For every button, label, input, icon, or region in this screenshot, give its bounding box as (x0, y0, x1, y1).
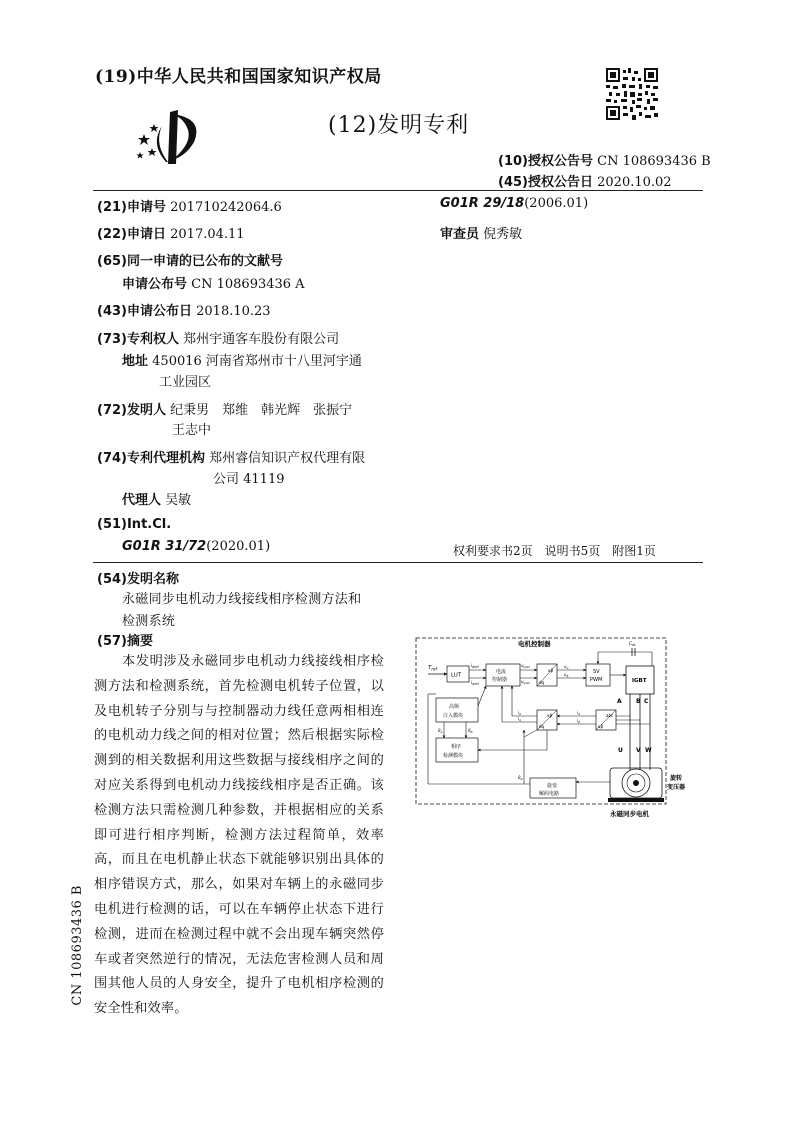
grant-date-row (498, 171, 672, 190)
phase-b-label: B (636, 698, 641, 705)
resolver-decoder-label2: 解码电路 (539, 791, 560, 797)
park-out: dq (539, 724, 545, 729)
current-controller-label1: 电流 (496, 669, 507, 675)
pub-no-label: 申请公布号 (122, 277, 188, 292)
motor-label: 永磁同步电机 (610, 810, 649, 818)
phase-u-label: U (618, 747, 623, 754)
inventors-line1: 纪秉男 郑维 韩光辉 张振宁 (170, 403, 353, 418)
clarke-out: αβ (598, 724, 604, 729)
examiner-label: 审查员 (440, 227, 480, 242)
theta-b-label: $\theta_B$ (468, 728, 473, 734)
address-line1: 450016 河南省郑州市十八里河宇通 (152, 354, 362, 369)
phase-v-label: V (636, 747, 641, 754)
invention-title-line1: 永磁同步电机动力线接线相序检测方法和 (122, 592, 362, 607)
id-label: $i_d$ (518, 710, 522, 716)
inventors-label: (72)发明人 (97, 403, 166, 418)
agency-label: (74)专利代理机构 (97, 451, 205, 466)
iq-label: $i_q$ (518, 716, 522, 722)
prior-pub-label: (65)同一申请的已公布的文献号 (97, 254, 283, 269)
svpwm-label2: PWM (590, 677, 603, 683)
ub-label: $u_\beta$ (564, 672, 569, 678)
abstract-body (94, 650, 384, 1022)
agency-line2: 公司 41119 (213, 472, 285, 487)
field-app-no (97, 196, 282, 215)
cnipa-logo (132, 104, 208, 168)
phase-seq-label2: 检测模块 (443, 753, 464, 759)
grant-number: CN 108693436 B (597, 154, 711, 169)
figure-title: 电机控制器 (518, 640, 551, 648)
intcl-label: (51)Int.Cl. (97, 517, 172, 532)
filing-date: 2017.04.11 (170, 227, 245, 242)
ia-label: $i_\alpha$ (577, 710, 581, 716)
pmsm-motor-icon (608, 758, 664, 802)
tref-label: $T_{ref}$ (428, 665, 437, 672)
field-inventors (97, 399, 352, 418)
grant-date-label: (45)授权公告日 (498, 175, 593, 190)
field-pub-date (97, 300, 271, 319)
abstract-text: 本发明涉及永磁同步电机动力线接线相序检测方法和检测系统，首先检测电机转子位置，以及电机转子分别与与控制器动力线任意两相相连的电机动力线之间的相对位置；然后根据实际检测到的相关数据利用这些数据与接线相序之间的对应关系得到电机动力线接线相序是否正确。该检测方法只需检测几种参数，并根据相应的关系即可进行相序判断，检测方法过程简单，效率高，而且在电机静止状态下就能够识别出具体的相序错误方式，那么，如果对车辆上的永磁同步电机进行检测的话，可以在车辆停止状态下进行检测，进而在检测过程中就不会出现车辆突然停车或者突然逆行的情况，无法危害检测人员和周围其他人员的人身安全，提升了电机相序检测的安全性和效率。 (94, 654, 384, 1017)
igbt-label: IGBT (632, 678, 647, 684)
resolver-transformer-label2: 变压器 (667, 784, 686, 791)
side-publication-number: CN 108693436 B (70, 885, 85, 1006)
app-no: 201710242064.6 (170, 200, 282, 215)
field-intcl (122, 539, 270, 554)
ipc-code: G01R 29/18 (440, 196, 525, 211)
field-pub-no (122, 273, 305, 292)
field-address (122, 350, 362, 369)
field-filing-date (97, 223, 245, 242)
patentee-label: (73)专利权人 (97, 332, 179, 347)
header-rule (93, 190, 703, 191)
hf-injection-label1: 高频 (449, 704, 460, 710)
field-agent (122, 489, 191, 508)
phase-c-label: C (644, 698, 649, 705)
examiner: 倪秀敏 (483, 227, 523, 242)
address-label: 地址 (122, 354, 149, 369)
ib-label: $i_\beta$ (577, 718, 581, 724)
iqref-label: $i_{qref}$ (471, 680, 479, 686)
page-counts: 权利要求书2页 说明书5页 附图1页 (453, 544, 656, 558)
pub-date-label: (43)申请公布日 (97, 304, 192, 319)
idref-label: $i_{dref}$ (471, 663, 479, 669)
invention-title-line2: 检测系统 (122, 614, 176, 629)
field-patentee (97, 328, 339, 347)
qr-code (606, 68, 658, 120)
phase-a-label: A (617, 698, 622, 705)
hf-injection-label2: 注入模块 (443, 713, 464, 719)
document-type: (12)发明专利 (328, 113, 470, 138)
agent: 吴敏 (165, 493, 192, 508)
field-examiner (440, 223, 522, 242)
app-no-label: (21)申请号 (97, 200, 166, 215)
resolver-transformer-label1: 旋转 (670, 775, 683, 782)
pub-no: CN 108693436 A (191, 277, 305, 292)
intcl-code: G01R 31/72 (122, 539, 207, 554)
filing-date-label: (22)申请日 (97, 227, 166, 242)
park-in: αβ (547, 713, 553, 718)
field-ipc (440, 196, 588, 211)
grant-number-row (498, 150, 711, 169)
abstract-figure (414, 632, 694, 820)
pub-date: 2018.10.23 (196, 304, 271, 319)
resolver-decoder-label1: 旋变 (547, 783, 558, 789)
inverse-park-in: dq (539, 680, 545, 685)
inverse-park-out: αβ (548, 668, 554, 673)
clarke-in: abc (606, 713, 614, 718)
patent-office: (19)中华人民共和国国家知识产权局 (95, 67, 382, 87)
agency-line1: 郑州睿信知识产权代理有限 (209, 451, 366, 466)
inventors-line2: 王志中 (172, 423, 212, 438)
phase-w-label: W (645, 747, 652, 754)
cdc-label: $C_{dc}$ (629, 642, 636, 647)
phase-seq-label1: 相序 (451, 744, 462, 750)
address-line2: 工业园区 (159, 375, 212, 390)
theta-r-label: $\theta_R$ (518, 775, 523, 781)
patentee: 郑州宇通客车股份有限公司 (183, 332, 340, 347)
svpwm-label1: SV (593, 669, 600, 675)
fields-rule (93, 562, 703, 563)
ipc-year: (2006.01) (524, 196, 589, 211)
ud-label: $u_{dref}$ (521, 663, 530, 669)
grant-date: 2020.10.02 (597, 175, 672, 190)
ua-label: $u_\alpha$ (564, 664, 569, 670)
lut-label: LUT (451, 672, 462, 679)
intcl-year: (2020.01) (206, 539, 271, 554)
field-agency (97, 447, 365, 466)
theta-a-label: $\theta_A$ (438, 728, 443, 734)
grant-number-label: (10)授权公告号 (498, 154, 593, 169)
agent-label: 代理人 (122, 493, 162, 508)
uq-label: $u_{qref}$ (521, 679, 530, 685)
invention-title-label: (54)发明名称 (97, 572, 179, 587)
current-controller-label2: 控制器 (492, 677, 508, 683)
abstract-label: (57)摘要 (97, 634, 153, 649)
